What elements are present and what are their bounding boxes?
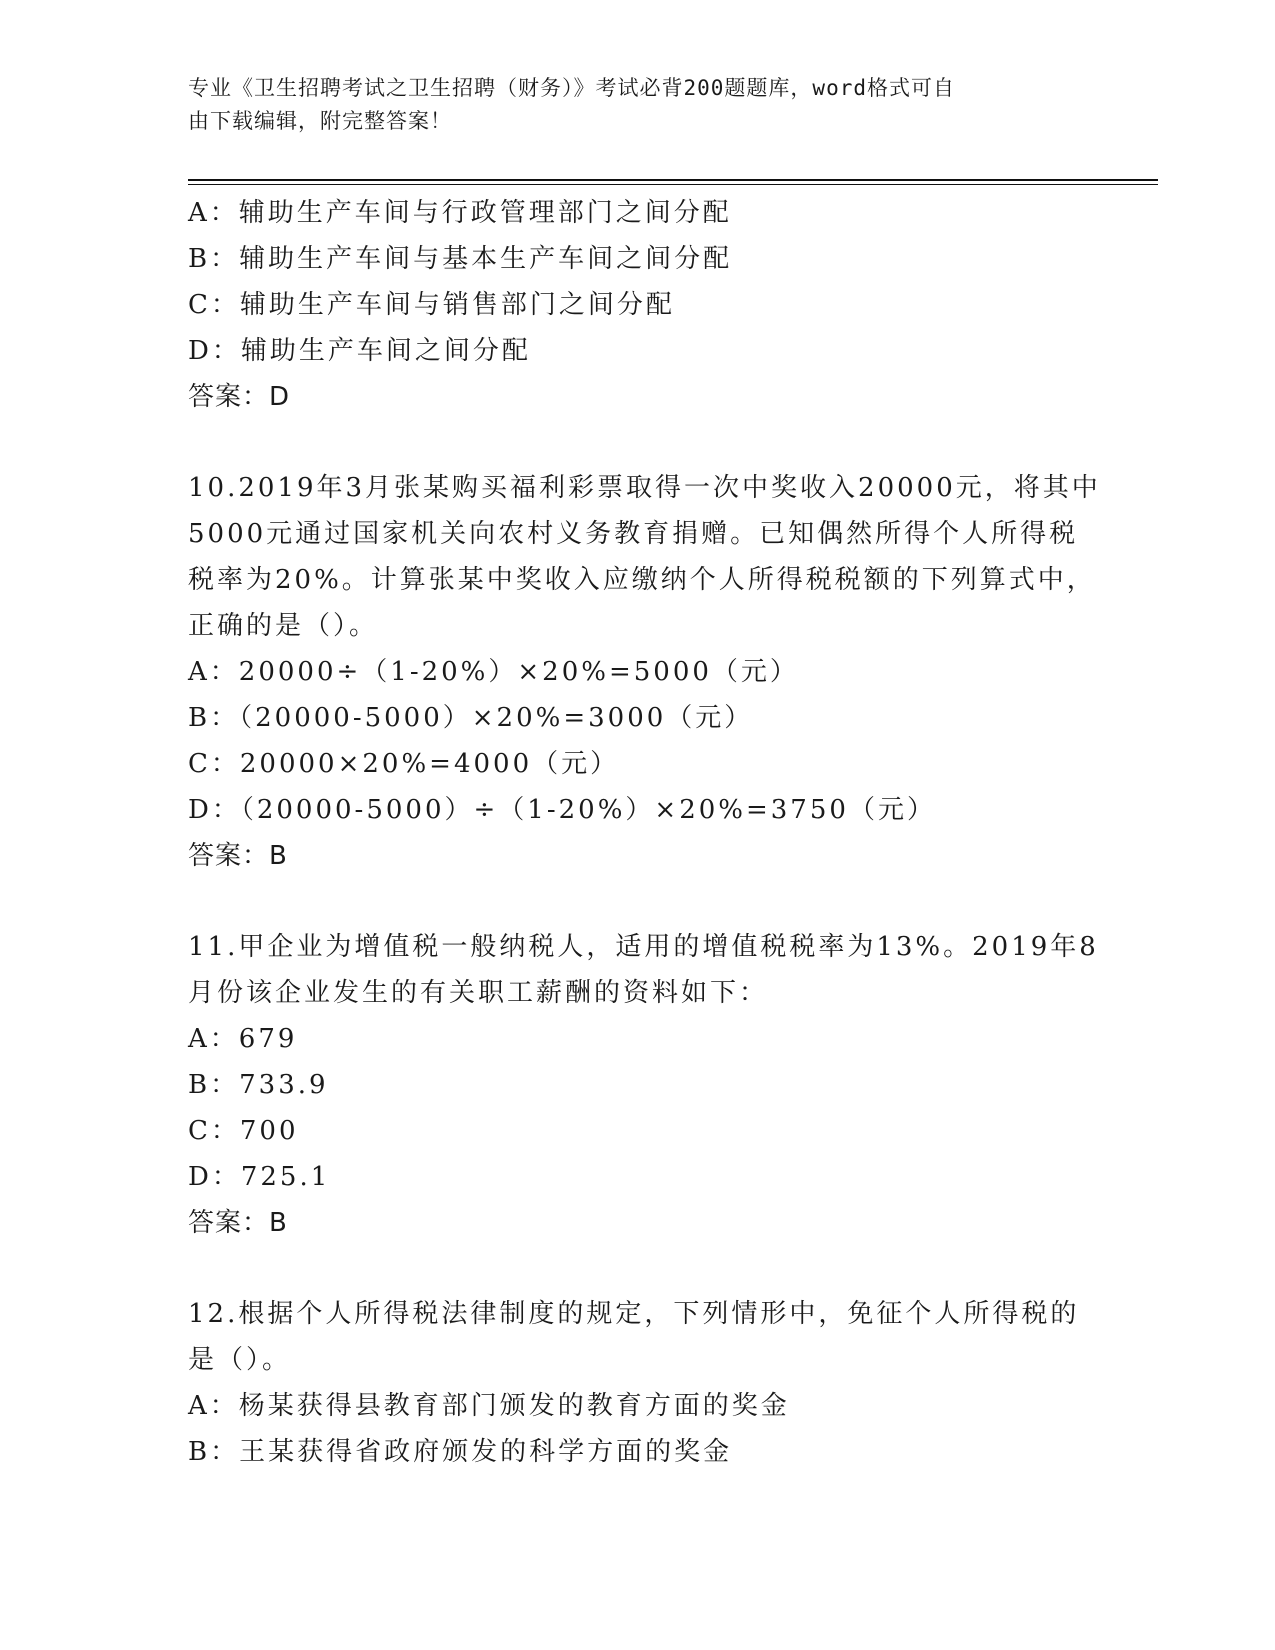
question-10 <box>188 465 1101 879</box>
option-d: D：（20000-5000）÷（1-20%）×20%=3750（元） <box>188 795 936 825</box>
question-stem-line: 正确的是（）。 <box>188 611 379 641</box>
question-stem-line: 10.2019年3月张某购买福利彩票取得一次中奖收入20000元，将其中 <box>188 473 1101 503</box>
document-header <box>188 72 1088 138</box>
question-9 <box>188 190 1088 420</box>
answer-line: 答案：B <box>188 841 288 871</box>
question-stem-line: 11.甲企业为增值税一般纳税人，适用的增值税税率为13%。2019年8 <box>188 932 1099 962</box>
question-content <box>188 190 1101 1475</box>
option-a: A：辅助生产车间与行政管理部门之间分配 <box>188 198 732 228</box>
header-divider-thick <box>188 179 1158 181</box>
option-a: A：杨某获得县教育部门颁发的教育方面的奖金 <box>188 1391 790 1421</box>
question-stem-line: 税率为20%。计算张某中奖收入应缴纳个人所得税税额的下列算式中， <box>188 565 1096 595</box>
answer-line: 答案：D <box>188 382 291 412</box>
option-d: D：辅助生产车间之间分配 <box>188 336 531 366</box>
option-b: B：辅助生产车间与基本生产车间之间分配 <box>188 244 733 274</box>
option-c: C：辅助生产车间与销售部门之间分配 <box>188 290 675 320</box>
question-12 <box>188 1291 1088 1475</box>
spacer <box>188 1246 1088 1291</box>
header-line-1: 专业《卫生招聘考试之卫生招聘（财务）》考试必背200题题库，word格式可自 <box>188 76 955 100</box>
spacer <box>188 879 1088 924</box>
question-stem-line: 是（）。 <box>188 1345 292 1375</box>
option-a: A：679 <box>188 1024 298 1054</box>
question-stem-line: 5000元通过国家机关向农村义务教育捐赠。已知偶然所得个人所得税 <box>188 519 1079 549</box>
option-a: A：20000÷（1-20%）×20%=5000（元） <box>188 657 799 687</box>
option-b: B：（20000-5000）×20%=3000（元） <box>188 703 754 733</box>
header-line-2: 由下载编辑，附完整答案！ <box>188 109 452 133</box>
option-d: D：725.1 <box>188 1162 331 1192</box>
option-b: B：733.9 <box>188 1070 329 1100</box>
question-stem-line: 月份该企业发生的有关职工薪酬的资料如下： <box>188 978 769 1008</box>
question-stem-line: 12.根据个人所得税法律制度的规定，下列情形中，免征个人所得税的 <box>188 1299 1080 1329</box>
option-c: C：700 <box>188 1116 299 1146</box>
header-divider-thin <box>188 184 1158 185</box>
option-b: B：王某获得省政府颁发的科学方面的奖金 <box>188 1437 733 1467</box>
option-c: C：20000×20%=4000（元） <box>188 749 620 779</box>
question-11 <box>188 924 1099 1246</box>
spacer <box>188 420 1088 465</box>
answer-line: 答案：B <box>188 1208 288 1238</box>
